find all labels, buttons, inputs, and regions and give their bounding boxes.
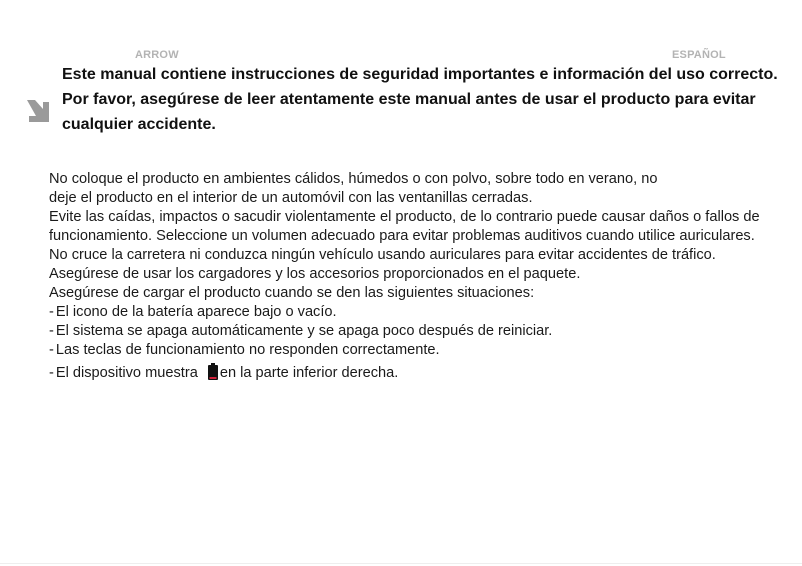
list-item (49, 341, 794, 360)
battery-low-icon (208, 363, 218, 380)
list-dash: - (49, 323, 54, 339)
paragraph-charge-when: Asegúrese de cargar el producto cuando se den las siguientes situaciones: (49, 285, 535, 301)
paragraph-chargers: Asegúrese de usar los cargadores y los accesorios proporcionados en el paquete. (49, 266, 581, 282)
list-dash: - (49, 365, 54, 381)
paragraph-traffic: No cruce la carretera ni conduzca ningún vehículo usando auriculares para evitar accidentes de tráfico. (49, 247, 716, 263)
paragraph-heat-line1: No coloque el producto en ambientes cálidos, húmedos o con polvo, sobre todo en verano, no (49, 171, 658, 187)
paragraph-heat-line2: deje el producto en el interior de un automóvil con las ventanillas cerradas. (49, 190, 533, 206)
intro-warning: Este manual contiene instrucciones de seguridad importantes e información del uso correcto. Por favor, asegúrese de leer atentamente este manual antes de usar el producto para evitar cualquier accidente. (62, 66, 778, 133)
list-item (49, 363, 794, 383)
list-dash: - (49, 342, 54, 358)
page-divider (0, 563, 802, 564)
safety-instructions (49, 170, 794, 383)
list-item-text: Las teclas de funcionamiento no responden correctamente. (55, 342, 440, 358)
language-label: ESPAÑOL (672, 49, 726, 61)
list-item-text: El icono de la batería aparece bajo o vacío. (55, 304, 337, 320)
list-item-text: en la parte inferior derecha. (219, 365, 399, 381)
brand-label: ARROW (135, 49, 179, 61)
list-item (49, 322, 794, 341)
list-item-text: El dispositivo muestra (55, 365, 198, 381)
list-dash: - (49, 304, 54, 320)
paragraph-impact: Evite las caídas, impactos o sacudir violentamente el producto, de lo contrario puede causar daños o fallos de funcionamiento. Seleccione un volumen adecuado para evitar problemas auditivos cuando utilice auriculares. (49, 209, 760, 244)
list-item (49, 303, 794, 322)
list-item-text: El sistema se apaga automáticamente y se apaga poco después de reiniciar. (55, 323, 553, 339)
arrow-down-right-icon (24, 97, 52, 125)
